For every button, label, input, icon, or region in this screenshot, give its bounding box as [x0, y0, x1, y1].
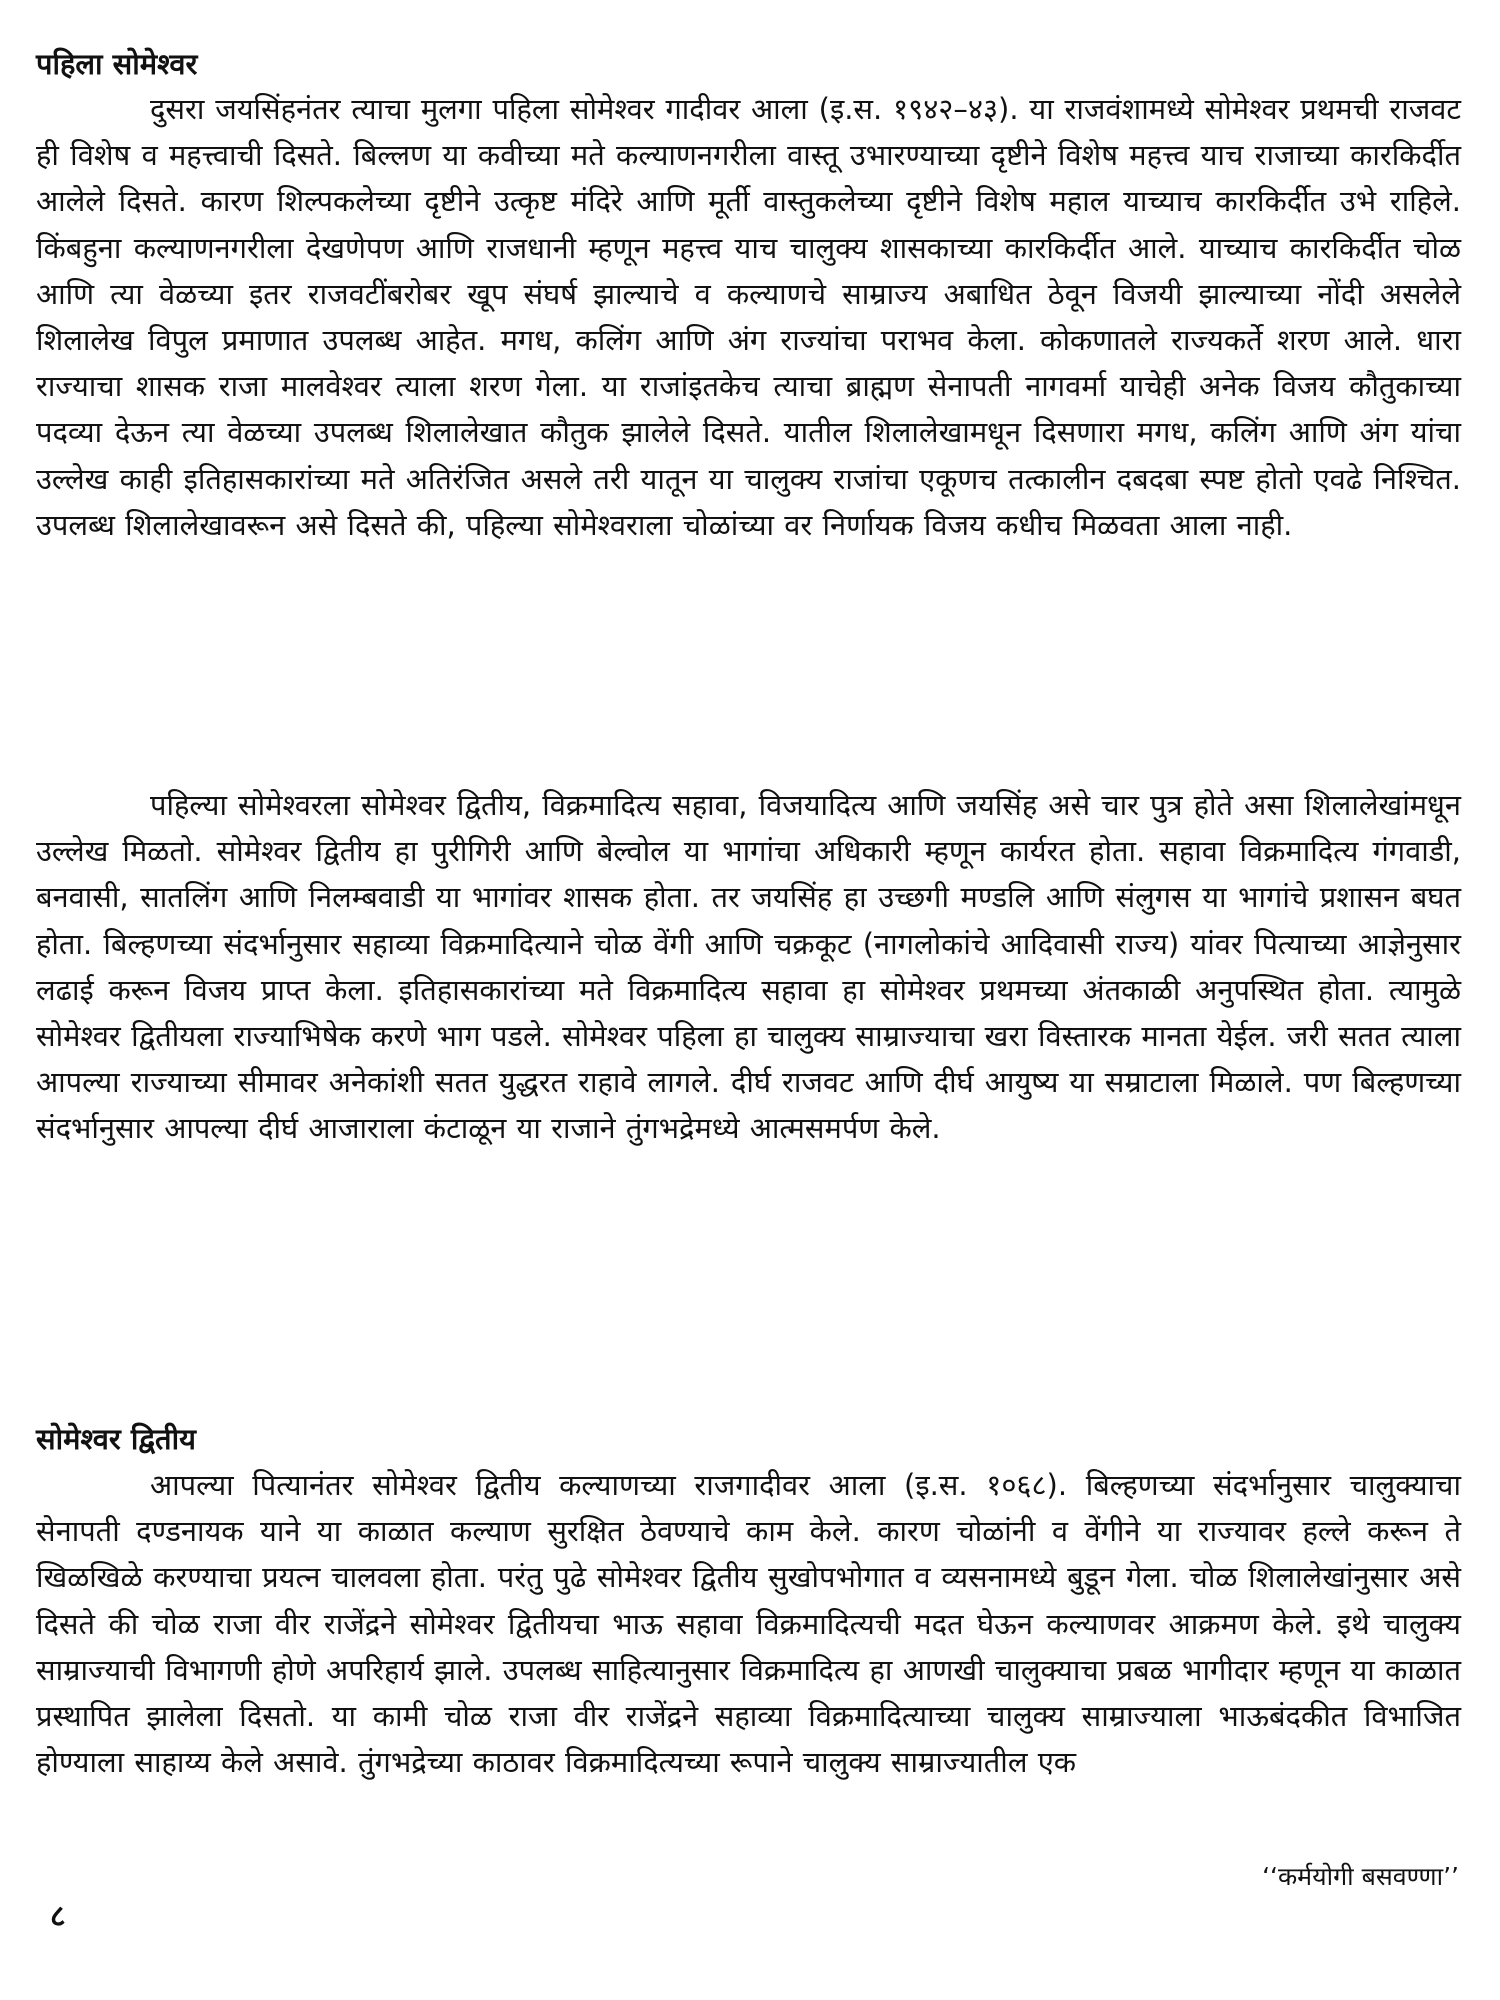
section-heading-pahila-someshwar: पहिला सोमेश्वर: [36, 47, 198, 81]
page-number: ८: [50, 1899, 66, 1934]
paragraph: आपल्या पित्यानंतर सोमेश्वर द्वितीय कल्याणच्या राजगादीवर आला (इ.स. १०६८). बिल्हणच्या संदर्भानुसार चालुक्याचा सेनापती दण्डनायक याने या काळात कल्याण सुरक्षित ठेवण्याचे काम केले. कारण चोळांनी व वेंगीने या राज्यावर हल्ले करून ते खिळखिळे करण्याचा प्रयत्न चालवला होता. परंतु पुढे सोमेश्वर द्वितीय सुखोपभोगात व व्यसनामध्ये बुडून गेला. चोळ शिलालेखांनुसार असे दिसते की चोळ राजा वीर राजेंद्रने सोमेश्वर द्वितीयचा भाऊ सहावा विक्रमादित्यची मदत घेऊन कल्याणवर आक्रमण केले. इथे चालुक्य साम्राज्याची विभागणी होणे अपरिहार्य झाले. उपलब्ध साहित्यानुसार विक्रमादित्य हा आणखी चालुक्याचा प्रबळ भागीदार म्हणून या काळात प्रस्थापित झालेला दिसतो. या कामी चोळ राजा वीर राजेंद्रने सहाव्या विक्रमादित्याच्या चालुक्य साम्राज्याला भाऊबंदकीत विभाजित होण्याला साहाय्य केले असावे. तुंगभद्रेच्या काठावर विक्रमादित्यच्या रूपाने चालुक्य साम्राज्यातील एक: [36, 1468, 1461, 1780]
paragraph: दुसरा जयसिंहनंतर त्याचा मुलगा पहिला सोमेश्वर गादीवर आला (इ.स. १९४२–४३). या राजवंशामध्ये सोमेश्वर प्रथमची राजवट ही विशेष व महत्त्वाची दिसते. बिल्लण या कवीच्या मते कल्याणनगरीला वास्तू उभारण्याच्या दृष्टीने विशेष महत्त्व याच राजाच्या कारकिर्दीत आलेले दिसते. कारण शिल्पकलेच्या दृष्टीने उत्कृष्ट मंदिरे आणि मूर्ती वास्तुकलेच्या दृष्टीने विशेष महाल याच्याच कारकिर्दीत उभे राहिले. किंबहुना कल्याणनगरीला देखणेपण आणि राजधानी म्हणून महत्त्व याच चालुक्य शासकाच्या कारकिर्दीत आले. याच्याच कारकिर्दीत चोळ आणि त्या वेळच्या इतर राजवटींबरोबर खूप संघर्ष झाल्याचे व कल्याणचे साम्राज्य अबाधित ठेवून विजयी झाल्याच्या नोंदी असलेले शिलालेख विपुल प्रमाणात उपलब्ध आहेत. मगध, कलिंग आणि अंग राज्यांचा पराभव केला. कोकणातले राज्यकर्ते शरण आले. धारा राज्याचा शासक राजा मालवेश्वर त्याला शरण गेला. या राजांइतकेच त्याचा ब्राह्मण सेनापती नागवर्मा याचेही अनेक विजय कौतुकाच्या पदव्या देऊन त्या वेळच्या उपलब्ध शिलालेखात कौतुक झालेले दिसते. यातील शिलालेखामधून दिसणारा मगध, कलिंग आणि अंग यांचा उल्लेख काही इतिहासकारांच्या मते अतिरंजित असले तरी यातून या चालुक्य राजांचा एकूणच तत्कालीन दबदबा स्पष्ट होतो एवढे निश्चित. उपलब्ध शिलालेखावरून असे दिसते की, पहिल्या सोमेश्वराला चोळांच्या वर निर्णायक विजय कधीच मिळवता आला नाही.: [36, 92, 1461, 542]
document-page: [36, 44, 1461, 1944]
paragraph: पहिल्या सोमेश्वरला सोमेश्वर द्वितीय, विक्रमादित्य सहावा, विजयादित्य आणि जयसिंह असे चार पुत्र होते असा शिलालेखांमधून उल्लेख मिळतो. सोमेश्वर द्वितीय हा पुरीगिरी आणि बेल्वोल या भागांचा अधिकारी म्हणून कार्यरत होता. सहावा विक्रमादित्य गंगवाडी, बनवासी, सातलिंग आणि निलम्बवाडी या भागांवर शासक होता. तर जयसिंह हा उच्छगी मण्डलि आणि संलुगस या भागांचे प्रशासन बघत होता. बिल्हणच्या संदर्भानुसार सहाव्या विक्रमादित्याने चोळ वेंगी आणि चक्रकूट (नागलोकांचे आदिवासी राज्य) यांवर पित्याच्या आज्ञेनुसार लढाई करून विजय प्राप्त केला. इतिहासकारांच्या मते विक्रमादित्य सहावा हा सोमेश्वर प्रथमच्या अंतकाळी अनुपस्थित होता. त्यामुळे सोमेश्वर द्वितीयला राज्याभिषेक करणे भाग पडले. सोमेश्वर पहिला हा चालुक्य साम्राज्याचा खरा विस्तारक मानता येईल. जरी सतत त्याला आपल्या राज्याच्या सीमावर अनेकांशी सतत युद्धरत राहावे लागले. दीर्घ राजवट आणि दीर्घ आयुष्य या सम्राटाला मिळाले. पण बिल्हणच्या संदर्भानुसार आपल्या दीर्घ आजाराला कंटाळून या राजाने तुंगभद्रेमध्ये आत्मसमर्पण केले.: [36, 788, 1461, 1146]
running-footer-title: ‘‘कर्मयोगी बसवण्णा’’: [1262, 1862, 1459, 1891]
section-heading-someshwar-dwitiya: सोमेश्वर द्वितीय: [36, 1422, 196, 1456]
